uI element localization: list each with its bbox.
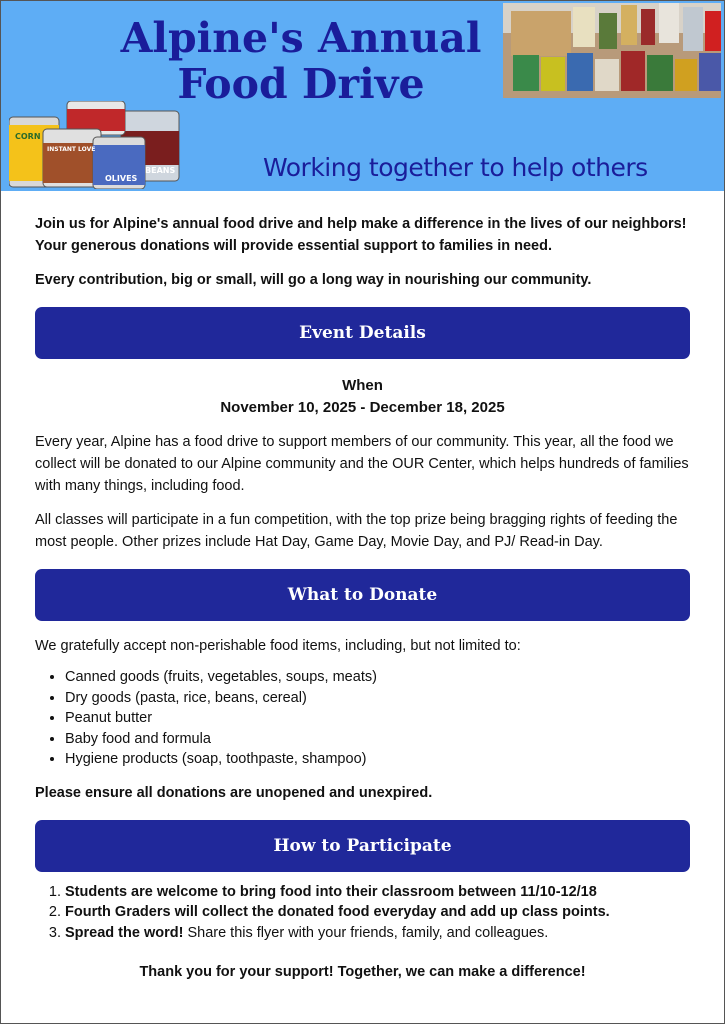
canned-goods-illustration <box>9 101 181 189</box>
donation-note: Please ensure all donations are unopened and unexpired. <box>35 784 433 801</box>
list-item: • Dry goods (pasta, rice, beans, cereal) <box>65 688 690 709</box>
intro-paragraph-2: Every contribution, big or small, will go a long way in nourishing our community. <box>35 272 592 288</box>
list-item: • Baby food and formula <box>65 729 690 750</box>
svg-text:CORN: CORN <box>15 132 41 141</box>
participation-steps-list <box>35 882 690 944</box>
main-content <box>1 191 724 983</box>
event-paragraph-1: Every year, Alpine has a food drive to support members of our community. This year, all the food we collect will be donated to our Alpine community and the OUR Center, which helps hundreds of families with many things, including food. <box>35 434 689 494</box>
event-when <box>35 375 690 419</box>
event-dates: November 10, 2025 - December 18, 2025 <box>220 399 505 416</box>
list-item: • Canned goods (fruits, vegetables, soups, meats) <box>65 667 690 688</box>
thank-you-message: Thank you for your support! Together, we can make a difference! <box>139 964 586 980</box>
list-item: 1. Students are welcome to bring food into their classroom between 11/10-12/18 <box>65 882 690 903</box>
svg-text:OLIVES: OLIVES <box>105 174 138 183</box>
intro-paragraph-1: Join us for Alpine's annual food drive and help make a difference in the lives of our neighbors! Your generous donations will provide essential support to families in need. <box>35 216 687 254</box>
page-title <box>111 15 491 107</box>
list-item: • Peanut butter <box>65 708 690 729</box>
title-line-2: Food Drive <box>177 60 425 108</box>
header <box>1 1 724 191</box>
what-to-donate-heading: What to Donate <box>35 569 690 621</box>
svg-text:BEANS: BEANS <box>145 166 176 175</box>
donation-items-list <box>35 667 690 770</box>
list-item: 2. Fourth Graders will collect the donated food everyday and add up class points. <box>65 902 690 923</box>
event-paragraph-2: All classes will participate in a fun competition, with the top prize being bragging rights of feeding the most people. Other prizes include Hat Day, Game Day, Movie Day, and PJ/ Read-in Day. <box>35 512 678 550</box>
how-to-participate-heading: How to Participate <box>35 820 690 872</box>
list-item: 3. Spread the word! Share this flyer with your friends, family, and colleagues. <box>65 923 690 944</box>
event-details-heading: Event Details <box>35 307 690 359</box>
list-item: • Hygiene products (soap, toothpaste, shampoo) <box>65 749 690 770</box>
page-subtitle: Working together to help others <box>263 153 648 182</box>
donated-food-photo <box>503 3 721 98</box>
title-line-1: Alpine's Annual <box>120 14 482 62</box>
donate-intro: We gratefully accept non-perishable food items, including, but not limited to: <box>35 638 521 654</box>
svg-text:INSTANT LOVE: INSTANT LOVE <box>47 146 96 153</box>
when-label: When <box>342 377 383 394</box>
